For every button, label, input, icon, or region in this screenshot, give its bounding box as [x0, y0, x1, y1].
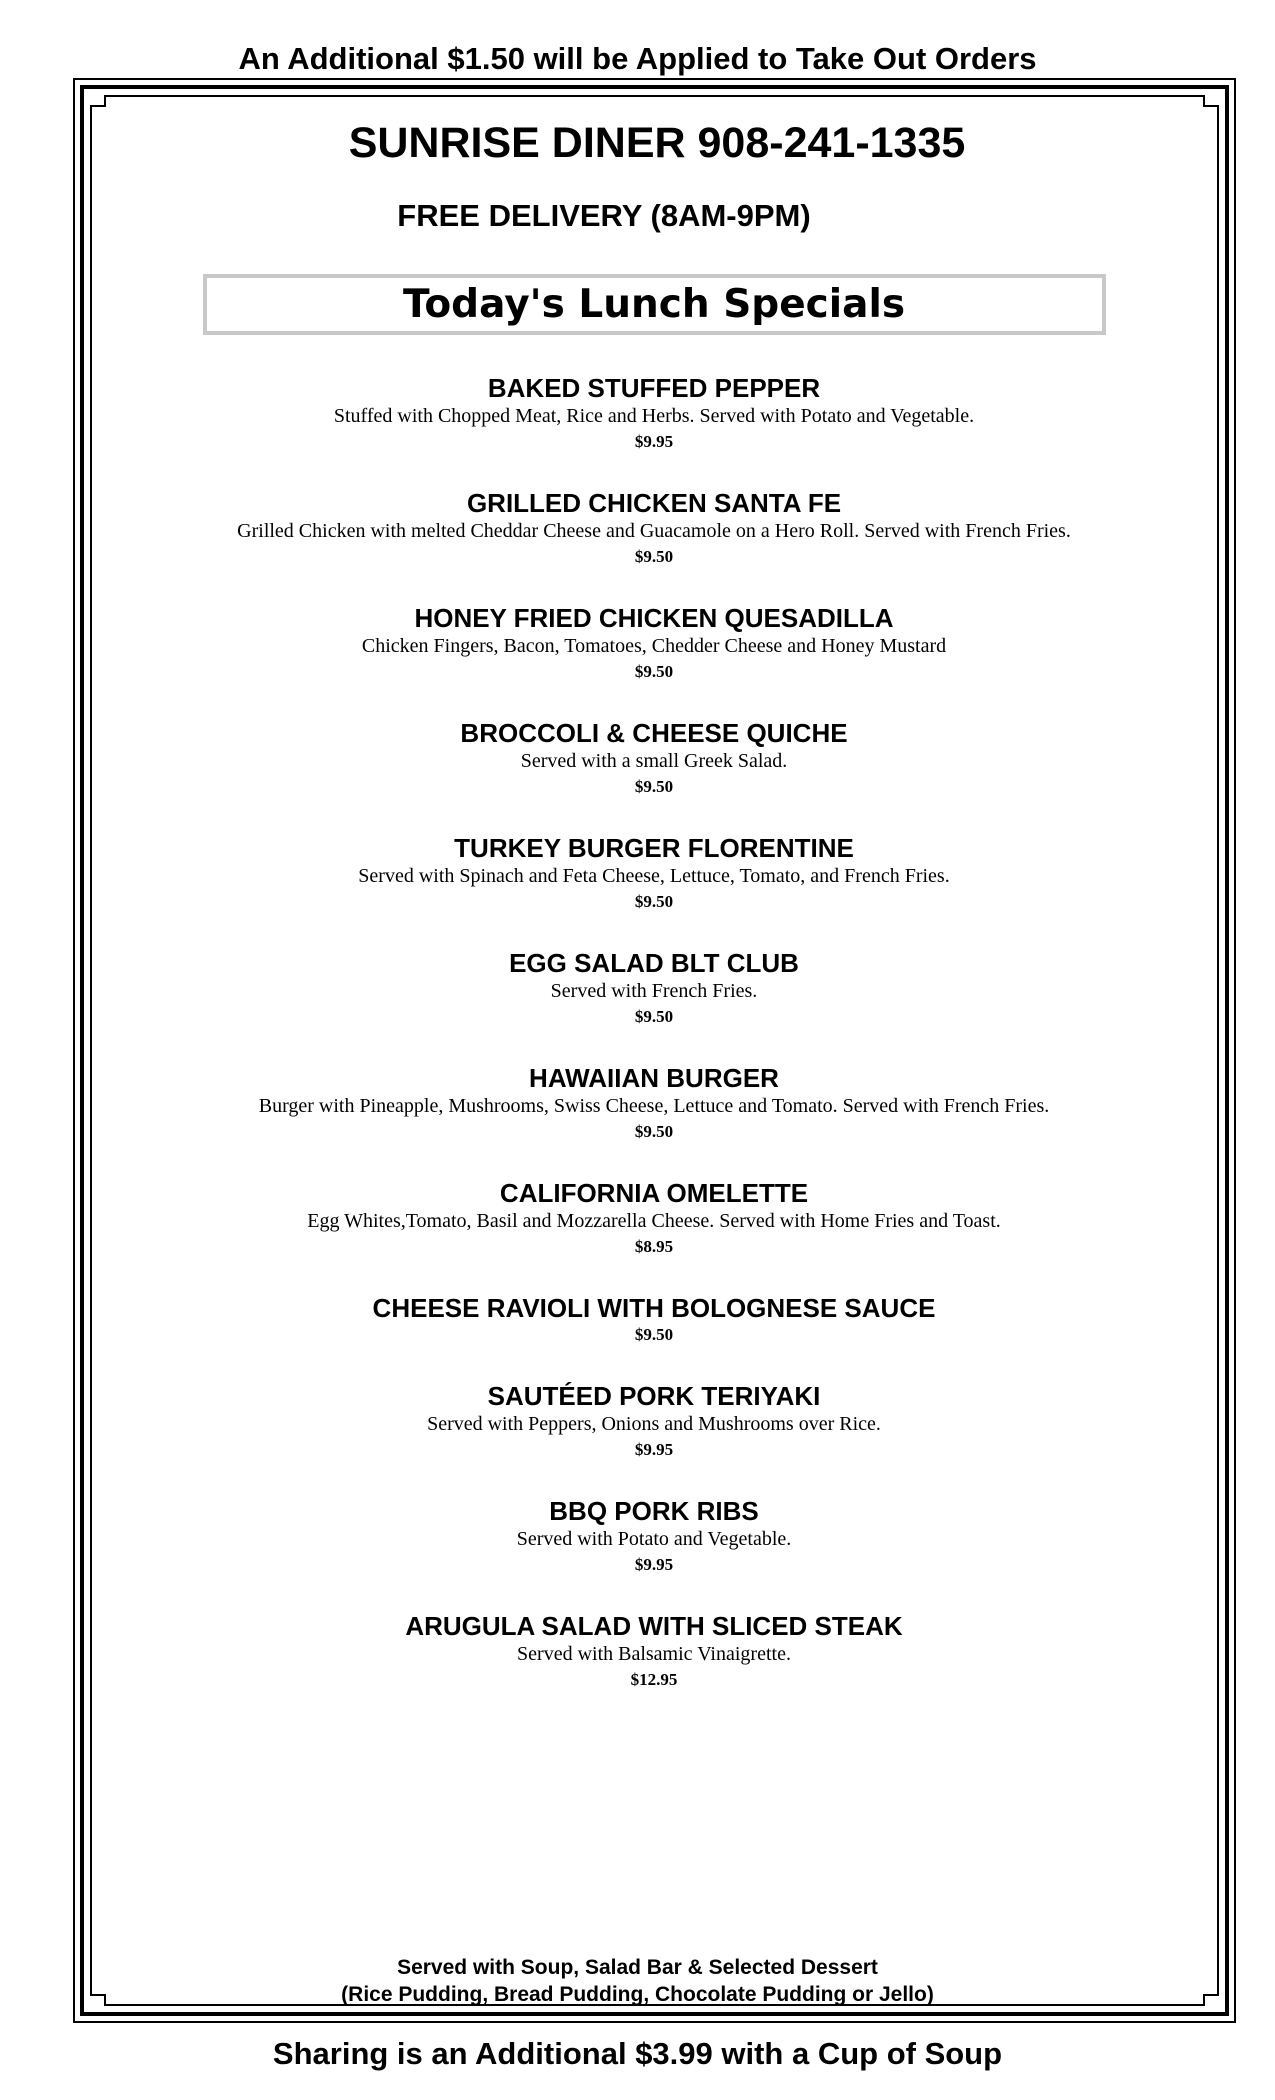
item-name: HAWAIIAN BURGER — [529, 1063, 779, 1093]
menu-item — [96, 1063, 1212, 1144]
item-description: Egg Whites,Tomato, Basil and Mozzarella Cheese. Served with Home Fries and Toast. — [307, 1210, 1001, 1232]
item-price: $9.95 — [634, 432, 674, 451]
menu-item — [96, 373, 1212, 454]
menu-item — [96, 833, 1212, 914]
menu-item — [96, 1293, 1212, 1347]
item-price: $9.50 — [634, 547, 674, 566]
diner-name-phone: SUNRISE DINER 908-241-1335 — [348, 119, 966, 167]
item-description: Served with French Fries. — [550, 980, 758, 1002]
item-price: $9.95 — [634, 1555, 674, 1574]
item-description: Served with Balsamic Vinaigrette. — [517, 1643, 791, 1665]
item-price: $8.95 — [634, 1237, 674, 1256]
item-description: Served with a small Greek Salad. — [520, 750, 788, 772]
item-description: Burger with Pineapple, Mushrooms, Swiss Cheese, Lettuce and Tomato. Served with French Fries. — [258, 1095, 1050, 1117]
item-name: GRILLED CHICKEN SANTA FE — [466, 488, 842, 518]
item-name: TURKEY BURGER FLORENTINE — [454, 833, 854, 863]
item-name: ARUGULA SALAD WITH SLICED STEAK — [405, 1611, 903, 1641]
item-name: HONEY FRIED CHICKEN QUESADILLA — [414, 603, 894, 633]
item-price: $9.50 — [634, 892, 674, 911]
item-name: BBQ PORK RIBS — [549, 1496, 759, 1526]
item-description: Chicken Fingers, Bacon, Tomatoes, Chedder Cheese and Honey Mustard — [361, 635, 947, 657]
dessert-options-line: (Rice Pudding, Bread Pudding, Chocolate Pudding or Jello) — [341, 1983, 934, 2006]
menu-item — [96, 1381, 1212, 1462]
menu-item — [96, 1611, 1212, 1692]
menu-item — [96, 603, 1212, 684]
item-description: Grilled Chicken with melted Cheddar Cheese and Guacamole on a Hero Roll. Served with French Fries. — [237, 520, 1071, 542]
delivery-hours: FREE DELIVERY (8AM-9PM) — [397, 198, 811, 233]
item-description: Stuffed with Chopped Meat, Rice and Herbs. Served with Potato and Vegetable. — [333, 405, 975, 427]
served-with-note — [0, 1954, 1275, 2008]
specials-title: Today's Lunch Specials — [402, 282, 906, 327]
item-price: $9.50 — [634, 1122, 674, 1141]
item-price: $9.50 — [634, 777, 674, 796]
item-name: CALIFORNIA OMELETTE — [499, 1178, 809, 1208]
menu-item — [96, 948, 1212, 1029]
sharing-surcharge-notice: Sharing is an Additional $3.99 with a Cup of Soup — [272, 2036, 1003, 2071]
item-name: BAKED STUFFED PEPPER — [487, 373, 821, 403]
menu-item — [96, 1178, 1212, 1259]
item-price: $9.50 — [634, 662, 674, 681]
menu-list — [96, 373, 1212, 1692]
item-description: Served with Spinach and Feta Cheese, Lettuce, Tomato, and French Fries. — [358, 865, 950, 887]
menu-content — [96, 100, 1212, 1726]
served-with-line: Served with Soup, Salad Bar & Selected Dessert — [397, 1956, 878, 1979]
menu-item — [96, 1496, 1212, 1577]
item-price: $9.50 — [634, 1325, 674, 1344]
menu-item — [96, 488, 1212, 569]
item-name: SAUTÉED PORK TERIYAKI — [487, 1381, 821, 1411]
item-price: $9.50 — [634, 1007, 674, 1026]
takeout-surcharge-notice: An Additional $1.50 will be Applied to Take Out Orders — [238, 41, 1037, 76]
menu-item — [96, 718, 1212, 799]
item-name: EGG SALAD BLT CLUB — [509, 948, 799, 978]
item-name: CHEESE RAVIOLI WITH BOLOGNESE SAUCE — [372, 1293, 936, 1323]
item-price: $12.95 — [630, 1670, 678, 1689]
item-description: Served with Potato and Vegetable. — [516, 1528, 792, 1550]
item-description: Served with Peppers, Onions and Mushrooms over Rice. — [427, 1413, 881, 1435]
specials-title-box — [203, 274, 1106, 335]
item-name: BROCCOLI & CHEESE QUICHE — [460, 718, 848, 748]
item-price: $9.95 — [634, 1440, 674, 1459]
